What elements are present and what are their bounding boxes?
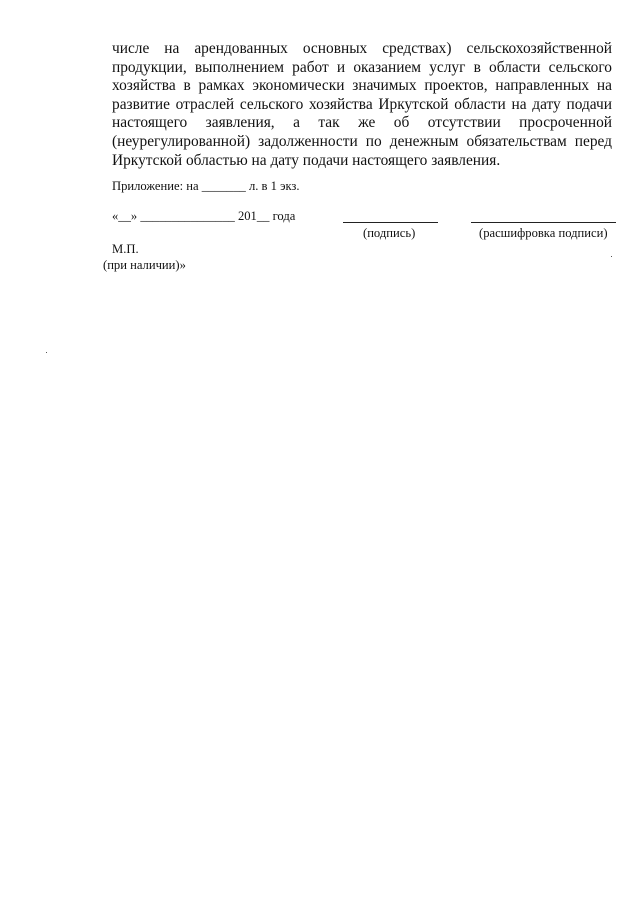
- date-line: «__» _______________ 201__ года: [112, 209, 296, 223]
- signature-decoding-underline: [471, 222, 616, 223]
- paragraph-line-6: (неурегулированной) задолженности по денежным обязательствам перед: [112, 132, 612, 150]
- paragraph-line-4: развитие отраслей сельского хозяйства Иркутской области на дату подачи: [112, 95, 612, 113]
- paragraph-line-7: Иркутской областью на дату подачи настоящего заявления.: [112, 151, 501, 169]
- paragraph-line-5: настоящего заявления, а так же об отсутствии просроченной: [112, 114, 612, 132]
- attachment-line: Приложение: на _______ л. в 1 экз.: [112, 179, 300, 193]
- scan-speck: [46, 352, 47, 353]
- paragraph-line-3: хозяйства в рамках экономически значимых проектов, направленных на: [112, 77, 612, 95]
- decoding-caption: (расшифровка подписи): [479, 226, 608, 240]
- stamp-label: М.П.: [112, 242, 139, 256]
- paragraph-line-1: числе на арендованных основных средствах) сельскохозяйственной: [112, 40, 612, 57]
- scan-speck: [611, 256, 612, 257]
- signature-caption: (подпись): [363, 226, 416, 240]
- signature-underline: [343, 222, 438, 223]
- stamp-note: (при наличии)»: [103, 258, 186, 272]
- paragraph-line-2: продукции, выполнением работ и оказанием услуг в области сельского: [112, 58, 612, 76]
- body-paragraph: [112, 40, 612, 170]
